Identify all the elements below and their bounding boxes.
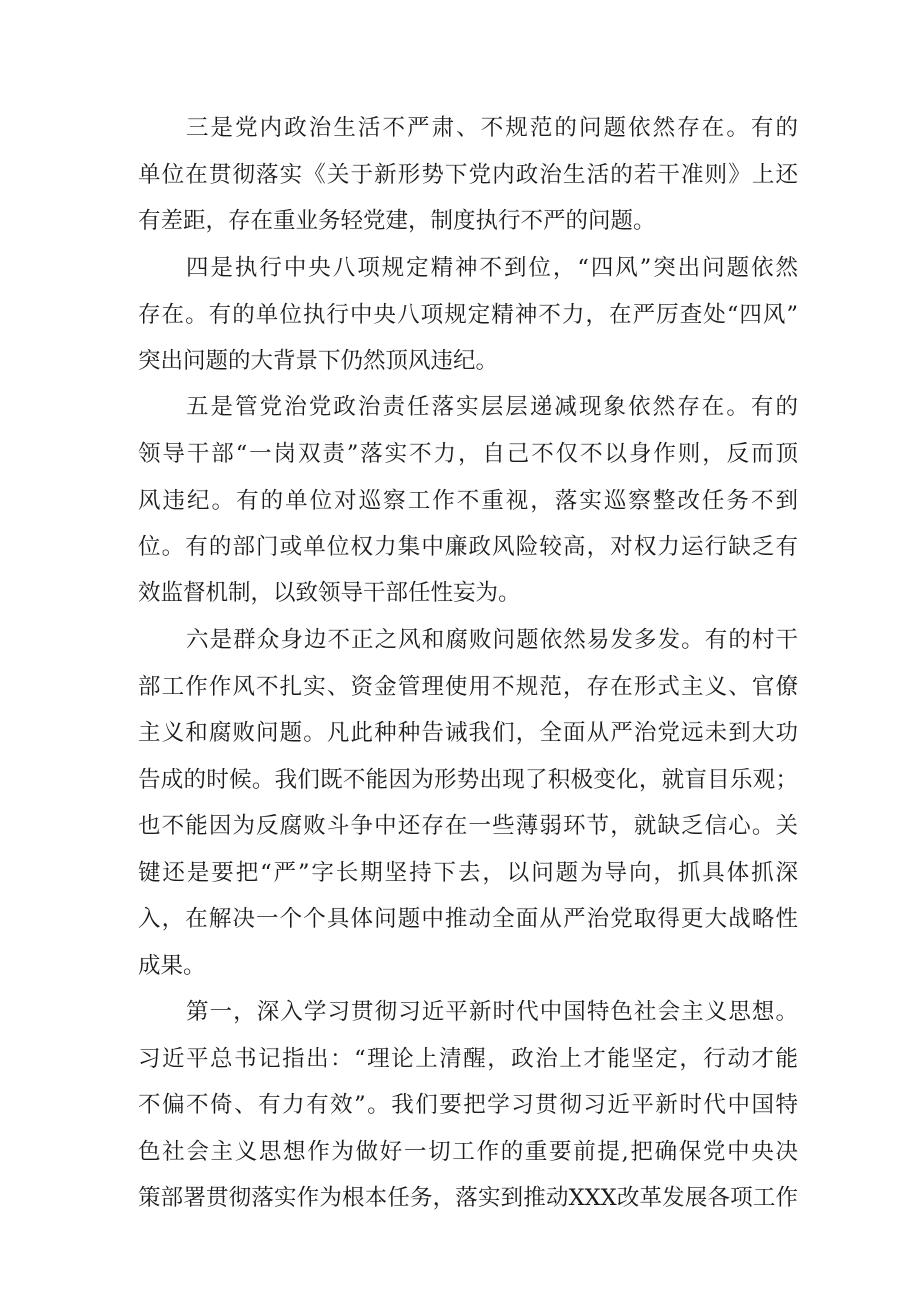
paragraph-6-line-7: 入，在解决一个个具体问题中推动全面从严治党取得更大战略性	[138, 906, 798, 932]
paragraph-5-line-1: 五是管党治党政治责任落实层层递减现象依然存在。有的	[186, 394, 798, 420]
paragraph-6-line-6: 键还是要把“严”字长期坚持下去，以问题为导向，抓具体抓深	[138, 860, 798, 886]
paragraph-5-line-2: 领导干部“一岗双责”落实不力，自己不仅不以身作则，反而顶	[138, 441, 798, 467]
paragraph-5-line-3: 风违纪。有的单位对巡察工作不重视，落实巡察整改任务不到	[138, 488, 798, 514]
paragraph-6-line-1: 六是群众身边不正之风和腐败问题依然易发多发。有的村干	[186, 627, 798, 653]
paragraph-7-line-4: 色社会主义思想作为做好一切工作的重要前提,把确保党中央决	[138, 1139, 798, 1165]
paragraph-6-line-3: 主义和腐败问题。凡此种种告诫我们，全面从严治党远未到大功	[138, 720, 798, 746]
paragraph-4-line-2: 存在。有的单位执行中央八项规定精神不力，在严厉查处“四风”	[138, 302, 798, 328]
paragraph-3-line-1: 三是党内政治生活不严肃、不规范的问题依然存在。有的	[186, 115, 798, 141]
paragraph-6-line-8: 成果。	[138, 953, 206, 979]
paragraph-4-line-1: 四是执行中央八项规定精神不到位，“四风”突出问题依然	[186, 255, 798, 281]
paragraph-7-line-3: 不偏不倚、有力有效”。我们要把学习贯彻习近平新时代中国特	[138, 1092, 798, 1118]
paragraph-5-line-4: 位。有的部门或单位权力集中廉政风险较高，对权力运行缺乏有	[138, 534, 798, 560]
paragraph-3-line-3: 有差距，存在重业务轻党建，制度执行不严的问题。	[138, 208, 656, 234]
paragraph-7-line-2: 习近平总书记指出：“理论上清醒，政治上才能坚定，行动才能	[138, 1046, 798, 1072]
paragraph-7-line-5: 策部署贯彻落实作为根本任务，落实到推动XXX改革发展各项工作	[138, 1185, 798, 1211]
paragraph-6-line-4: 告成的时候。我们既不能因为形势出现了积极变化，就盲目乐观；	[138, 767, 798, 793]
paragraph-5-line-5: 效监督机制，以致领导干部任性妄为。	[138, 580, 521, 606]
paragraph-7-line-1: 第一，深入学习贯彻习近平新时代中国特色社会主义思想。	[186, 999, 798, 1025]
paragraph-6-line-5: 也不能因为反腐败斗争中还存在一些薄弱环节，就缺乏信心。关	[138, 813, 798, 839]
paragraph-3-line-2: 单位在贯彻落实《关于新形势下党内政治生活的若干准则》上还	[138, 162, 798, 188]
paragraph-4-line-3: 突出问题的大背景下仍然顶风违纪。	[138, 348, 499, 374]
paragraph-6-line-2: 部工作作风不扎实、资金管理使用不规范，存在形式主义、官僚	[138, 674, 798, 700]
